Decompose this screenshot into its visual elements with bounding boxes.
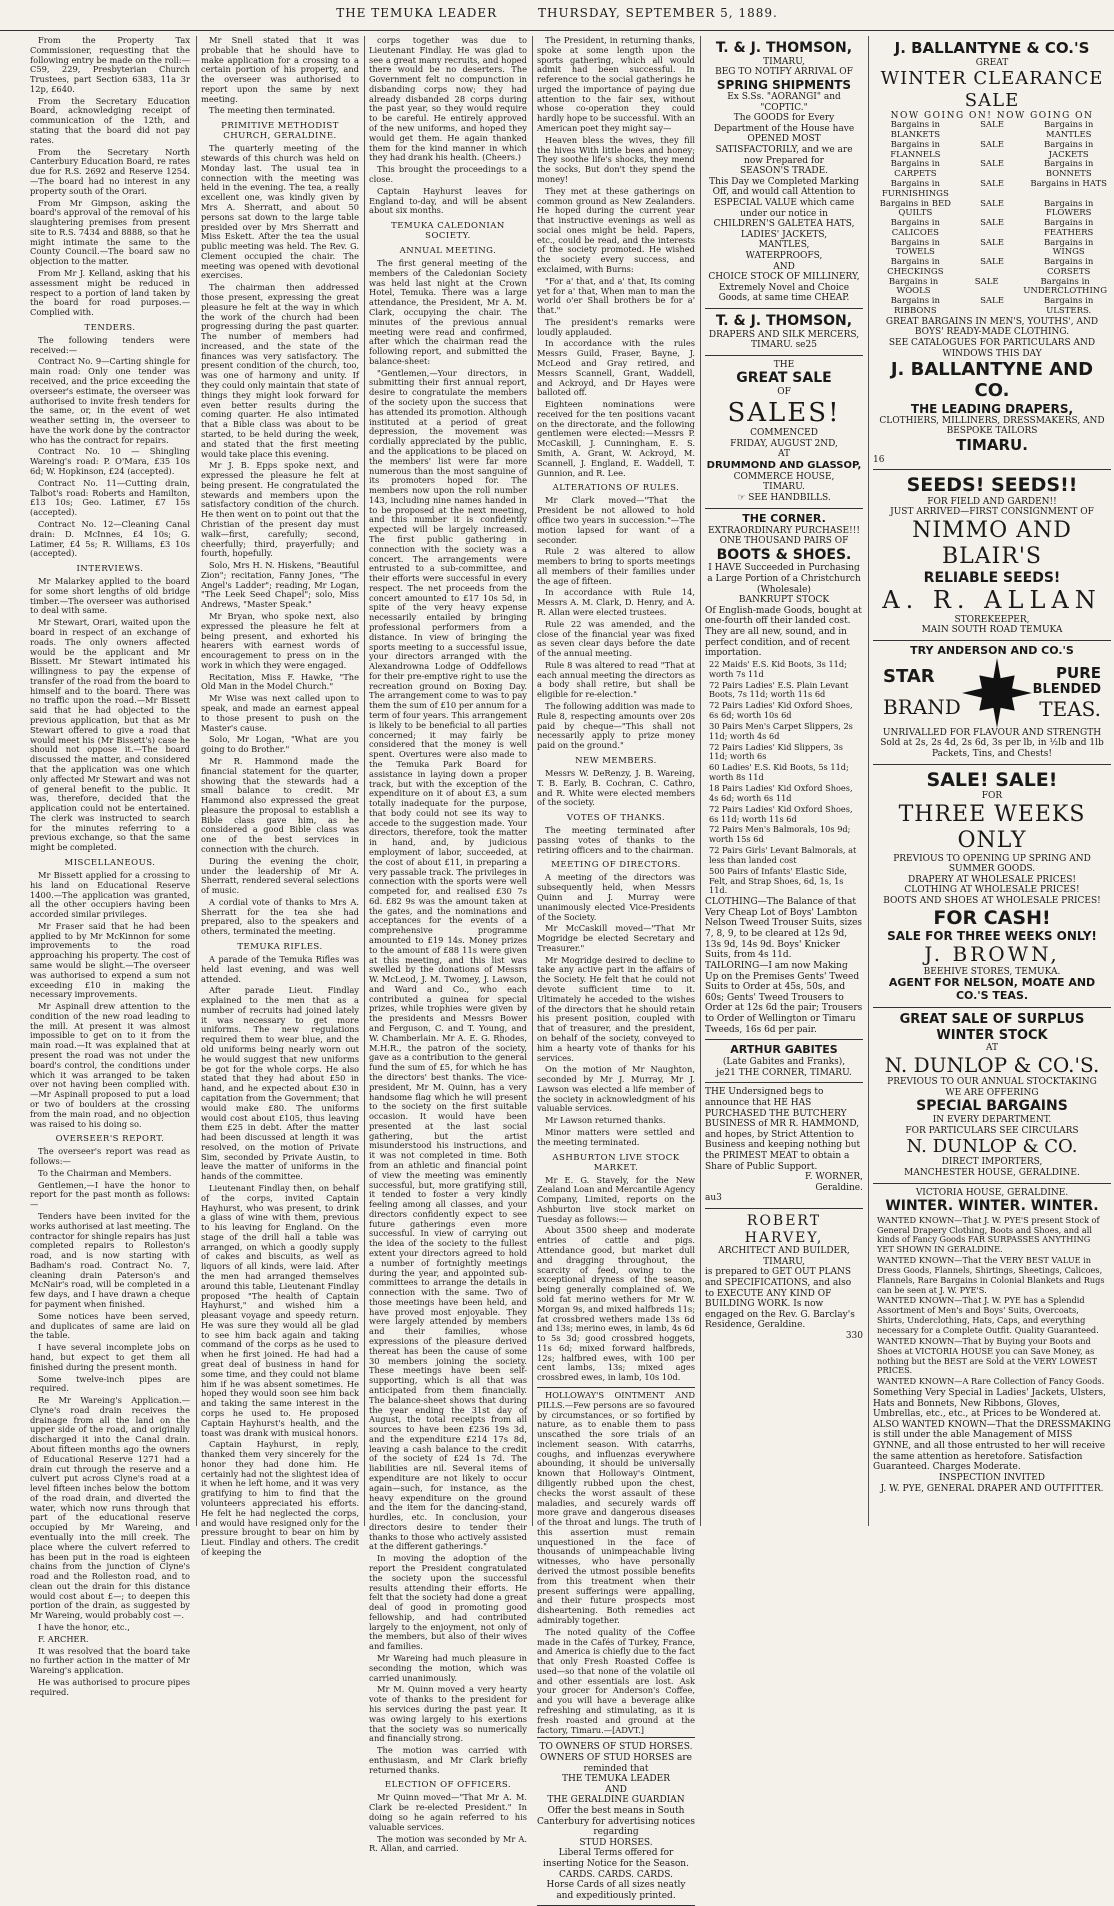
paragraph: "Gentlemen,—Your directors, in submitting their first annual report, desire to congratulate the members of the society upon the success that has attended its promotion. Although instituted at a period of great depression, the movement was cordially appreciated by the public, and the applications to be placed on the members' list were far more numerous than the most sanguine of its promoters hoped for. The members now upon the roll number 143, including nine names handed in to be proposed at the next meeting, and this number it is confidently expected will be largely increased. The first public gathering in connection with the society was a concert. The arrangements were entrusted to a sub-committee, and their efforts were successful in every respect. The net proceeds from the concert amounted to £17 10s 5d, in spite of the very heavy expense necessarily entailed by bringing professional performers from a distance. In view of bringing the sports meeting to a successful issue, your directors arranged with the Alexandrowna Lodge of Oddfellows for their pre-emptive right to use the recreation ground on Boxing Day. The arrangement come to was to pay them the sum of £10 per annum for a term of four years. This arrangement is likely to be beneficial to all parties concerned; it may fairly be considered that the money is well spent. Overtures were also made to the Temuka Park Board for assistance in laying down a proper track, but with the exception of the expenditure on it of about £3, a sum totally inadequate for the purpose, that body could not see its way to accede to the suggestion made. Your directors, therefore, took the matter in hand, and, by judicious employment of labor, succeeded, at the cost of about £11, in preparing a very passable track. The privileges in connection with the sports were well competed for, and realised £30 7s 6d. £82 9s was the amount taken at the gates, and the nominations and acceptances for the events of a comprehensive programme amounted to £19 14s. Money prizes to the amount of £88 11s were given at this meeting, and this list was swelled by the donations of Messrs W. McLeod, J. M. Twomey, J. Lawson, and Ward and Co., who each contributed a guinea for special prizes, while trophies were given by the presidents and Messrs Bower and Ferguson, C. and T. Young, and W. Chamberlain. Mr A. E. G. Rhodes, M.H.R., the patron of the society, gave as a contribution to the general fund the sum of £5, for which he has the directors' best thanks. The vice-president, Mr M. Quinn, has a very handsome flag which he will present to the society on the first suitable occasion. It would have been presented at the last social gathering, but the artist misunderstood his instructions, and it was not completed in time. Both from an athletic and financial point of view the meeting was eminently successful, but, more gratifying still, it tended to foster a very kindly feeling among all classes, and your directors confidently expect to see future gatherings even more successful. In view of carrying out the idea of the society to the fullest extent your directors agreed to hold a number of fortnightly meetings during the year, and appointed sub-committees to arrange the details in connection with the same. Two of those meetings have been held, and have proved most enjoyable. They were largely attended by members and their families, whose expressions of the pleasure derived thereat has been the cause of some 30 members joining the society. These meetings have been self-supporting, which is all that was anticipated from them financially. The balance-sheet shows that during the year ending the 31st day of August, the total receipts from all sources to have been £236 19s 3d, and the expenditure £214 17s 8d, leaving a cash balance to the credit of the society of £24 1s 7d. The liabilities are nil. Several items of expenditure are not likely to occur again—such, for instance, as the heavy expenditure on the ground and the item for the dancing-stand, hurdles, etc. In conclusion, your directors desire to tender their thanks to those who actively assisted at the different gatherings." xyxy=(369,367,527,1552)
paragraph: Some notices have been served, and duplicates of same are laid on the table. xyxy=(30,1310,190,1341)
heading-overseers-report: OVERSEER'S REPORT. xyxy=(55,1134,165,1145)
bargain-item: Bargains in BONNETS xyxy=(1044,159,1094,180)
paragraph: Contract No. 9—Carting shingle for main road: Only one tender was received, and the price exceeding the overseer's estimate, the overseer was authorised to invite fresh tenders for the same, or, in the event of wet weather setting in, the overseer to have the work done by the contractor who has the contract for repairs. xyxy=(30,356,190,445)
paragraph: corps together was due to Lieutenant Findlay. He was glad to see a great many recruits, and hoped there would be no deserters. The Government felt no compunction in disbanding corps now; they had already disbanded 28 corps during the past year, so they would require to be careful. He entirely approved of the new uniforms, and hoped they would get them. He again thanked them for the kind manner in which they had drank his health. (Cheers.) xyxy=(369,35,527,163)
stud-terms: Liberal Terms offered for inserting Notice for the Season. xyxy=(543,1848,689,1870)
column-5 xyxy=(705,36,863,1526)
list-item: WANTED KNOWN—A Rare Collection of Fancy Goods. xyxy=(877,1376,1105,1387)
tea-teas: TEAS. xyxy=(1039,696,1101,721)
seeds-store: STOREKEEPER, xyxy=(954,614,1030,625)
bargain-sale-label: SALE xyxy=(980,120,1004,131)
thomson2-code: se25 xyxy=(795,340,817,351)
dunlop-at: AT xyxy=(985,1042,998,1053)
ad-thomson-spring xyxy=(705,36,863,309)
paragraph: After parade Lieut. Findlay explained to the men that as a number of recruits had joined lately it was necessary to get more uniforms. The new regulations required them to wear blue, and the old uniforms being nearly worn out he would suggest that new uniforms be got for the whole corps. He also stated that they had about £50 in hand, and he expected about £30 in capitation from the Government; that would make £80. The uniforms would cost about £105, thus leaving them £25 in debt. After the matter had been discussed at length it was resolved, on the motion of Private Sim, seconded by Private Austin, to leave the matter of uniforms in the hands of the committee. xyxy=(201,985,359,1182)
corner-boots: BOOTS & SHOES. xyxy=(716,546,852,563)
corner-extra: EXTRAORDINARY PURCHASE!!! xyxy=(708,525,860,536)
bargain-item: Bargains in CORSETS xyxy=(1044,257,1094,277)
thomson-town: TIMARU, xyxy=(763,56,805,67)
bargain-item: Bargains in CALICOES xyxy=(890,218,940,238)
pye-sign: J. W. PYE, GENERAL DRAPER AND OUTFITTER. xyxy=(880,1483,1104,1494)
great-title: GREAT SALE xyxy=(736,370,832,387)
dunlop-house: MANCHESTER HOUSE, GERALDINE. xyxy=(904,1167,1080,1178)
heading-new-members: NEW MEMBERS. xyxy=(575,755,657,766)
list-item: AND xyxy=(773,261,795,272)
paragraph: He was authorised to procure pipes required. xyxy=(30,1676,190,1697)
pye-house: VICTORIA HOUSE, GERALDINE. xyxy=(915,1187,1069,1198)
ad-thomson-drapers xyxy=(705,309,863,356)
pye-something: Something Very Special in Ladies' Jackets, Ulsters, Hats and Bonnets, New Ribbons, Gloves, Umbrellas, etc., etc., at Prices to be Wondered at. xyxy=(873,1388,1107,1420)
issue-date: THURSDAY, SEPTEMBER 5, 1889. xyxy=(538,6,778,20)
ballantyne-head: J. BALLANTYNE & CO.'S xyxy=(894,39,1090,57)
bargain-sale-label: SALE xyxy=(980,139,1004,150)
paragraph: A parade of the Temuka Rifles was held last evening, and was well attended. xyxy=(201,954,359,984)
list-item: WANTED KNOWN—That by Buying your Boots and Shoes at VICTORIA HOUSE you can Save Money, as nothing but the BEST are Sold at the VERY LOWEST PRICES. xyxy=(877,1335,1098,1376)
brown-previous: PREVIOUS TO OPENING UP SPRING AND SUMMER GOODS. xyxy=(893,853,1091,875)
heading-primitive-methodist: PRIMITIVE METHODIST CHURCH, GERALDINE. xyxy=(221,121,339,142)
brown-drapery: DRAPERY AT WHOLESALE PRICES! xyxy=(907,874,1076,885)
brown-weeks: THREE WEEKS ONLY xyxy=(898,801,1086,853)
stud-body: OWNERS OF STUD HORSES are reminded that xyxy=(540,1752,692,1774)
ad-harvey xyxy=(705,1209,863,1346)
column-6 xyxy=(873,36,1111,1526)
worner-place: Geraldine. xyxy=(815,1182,863,1193)
list-item: CHILDREN'S GALETEA HATS, xyxy=(713,219,855,230)
paragraph: In moving the adoption of the report the President congratulated the society upon the successful results attending their efforts. He felt that the society had done a great deal of good in promoting good fellowship, and had contributed largely to the enjoyment, not only of the members, but also of their wives and families. xyxy=(369,1553,527,1652)
paragraph: Mr R. Hammond made the financial statement for the quarter, showing that the stewards had a small balance to credit. Mr Hammond also expressed the great pleasure the proposal to establish a Bible class gave him, as he considered a good Bible class was one of the best services in connection with the church. xyxy=(201,755,359,854)
tea-star: STAR xyxy=(883,666,935,688)
paragraph: I have the honor, etc., xyxy=(38,1622,130,1633)
gabites-code: je21 xyxy=(716,1067,736,1078)
stud-cards: CARDS. CARDS. CARDS. xyxy=(559,1869,673,1880)
dunlop-great: GREAT SALE OF SURPLUS WINTER STOCK xyxy=(899,1012,1085,1043)
ad-dunlop xyxy=(873,1008,1111,1183)
bargain-item: Bargains in FLANNELS xyxy=(890,139,941,160)
paragraph: Rule 8 was altered to read "That at each annual meeting the directors as a body shall retire, but shall be eligible for re-election." xyxy=(537,659,695,700)
paragraph: Contract No. 10 — Shingling Wareing's road: P. O'Mara, £35 10s 6d; W. Hopkinson, £24 (accepted). xyxy=(30,446,190,477)
paragraph: They met at these gatherings on common ground as New Zealanders. He hoped during the current year that instructive evenings as well as social ones might be held. Papers, etc., could be read, and the interests of the society promoted. He wished the society every success, and exclaimed, with Burns: xyxy=(537,185,695,274)
brown-cash: FOR CASH! xyxy=(933,906,1051,929)
heading-ashburton-market: ASHBURTON LIVE STOCK MARKET. xyxy=(552,1152,680,1173)
ad-worner xyxy=(705,1083,863,1209)
bargain-sale-label: SALE xyxy=(980,237,1004,248)
ballantyne-firm: J. BALLANTYNE AND CO. xyxy=(890,359,1094,402)
heading-annual-meeting: ANNUAL MEETING. xyxy=(399,246,497,257)
thomson2-town: TIMARU. xyxy=(751,340,793,351)
harvey-title: ARCHITECT AND BUILDER, TIMARU, xyxy=(718,1246,850,1267)
bargain-row xyxy=(873,297,1111,317)
paragraph: The overseer's report was read as follows:— xyxy=(30,1146,190,1167)
paragraph: To the Chairman and Members. xyxy=(38,1167,172,1178)
paragraph: From the Secretary North Canterbury Education Board, re rates due for R.S. 2692 and Reserve 1254.—The board had no interest in any property south of the Orari. xyxy=(30,146,190,196)
paragraph: Mr Malarkey applied to the board for some short lengths of old bridge timber.—The overseer was authorised to deal with same. xyxy=(30,576,190,616)
thomson-goods: The GOODS for Every Department of the House have OPENED MOST SATISFACTORILY, and we are now Prepared for xyxy=(713,113,855,166)
list-item: 72 Pairs Girls' Levant Balmorals, at less than landed cost xyxy=(709,845,857,865)
bargain-row xyxy=(873,258,1111,278)
stud-paper-2: THE GERALDINE GUARDIAN xyxy=(547,1795,685,1806)
paragraph: Tenders have been invited for the works authorised at last meeting. The contractor for shingle repairs has just completed repairs to Rolleston's road, and is now starting with Badham's road. Contract No. 7, cleaning drain Paterson's and McNair's road, will be completed in a few days, and I have drawn a cheque for payment when finished. xyxy=(30,1211,190,1310)
paragraph: During the evening the choir, under the leadership of Mr A. Sherratt, rendered several selections of music. xyxy=(201,855,359,896)
star-logo-icon xyxy=(962,658,1032,728)
paragraph: The motion was seconded by Mr A. R. Allan, and carried. xyxy=(369,1833,527,1854)
harvey-name: ROBERT HARVEY, xyxy=(744,1213,824,1246)
seeds-sub: FOR FIELD AND GARDEN!! xyxy=(927,496,1057,507)
brown-clothing: CLOTHING AT WHOLESALE PRICES! xyxy=(904,885,1080,896)
paragraph: Mr Bissett applied for a crossing to his land on Educational Reserve 1400.—The application was granted, all the other occupiers having been accorded similar privileges. xyxy=(30,869,190,920)
bargain-item: Bargains in HATS xyxy=(1030,178,1107,189)
list-item: 72 Pairs Ladies' Kid Oxford Shoes, 6s 6d; worth 10s 6d xyxy=(709,700,853,721)
column-3 xyxy=(369,35,527,1854)
thomson2-name: T. & J. THOMSON, xyxy=(715,313,853,330)
bargain-sale-label: SALE xyxy=(980,296,1004,307)
bargain-sale-label: SALE xyxy=(980,198,1004,209)
tea-sold: Sold at 2s, 2s 4d, 2s 6d, 3s per lb, in ½lb and 1lb Packets, Tins, and Chests! xyxy=(880,738,1104,760)
great-see-handbills: ☞ SEE HANDBILLS. xyxy=(737,493,831,504)
tea-unrivalled: UNRIVALLED FOR FLAVOUR AND STRENGTH xyxy=(882,727,1102,738)
great-commenced: COMMENCED xyxy=(750,428,818,439)
ad-brown xyxy=(873,765,1111,1009)
bargain-item: Bargains in FLOWERS xyxy=(1044,198,1094,219)
paragraph: Messrs W. DeRenzy, J. B. Wareing, T. B. Early, B. Cochran, C. Cathro, and R. White were elected members of the society. xyxy=(537,767,695,808)
dunlop-offering: WE ARE OFFERING xyxy=(945,1087,1039,1098)
paragraph: The quarterly meeting of the stewards of this church was held on Monday last. The usual tea in connection with the meeting was held in the evening. The tea, a really excellent one, was kindly given by Mrs A. Sherratt, and about 50 persons sat down to the large table presided over by Mrs Sherratt and Miss Eskett. After the tea the usual public meeting was held. The Rev. G. Clement occupied the chair. The meeting was opened with devotional exercises. xyxy=(201,143,359,281)
tea-blended: BLENDED xyxy=(1032,682,1101,698)
pye-inspection: INSPECTION INVITED xyxy=(938,1472,1046,1483)
ballantyne-great: GREAT xyxy=(975,57,1009,68)
paragraph: The President, in returning thanks, spoke at some length upon the sports gathering, which all would admit had been successful. In reference to the social gatherings he urged the importance of paying due attention to the fair sex, without whose co-operation they could hardly hope to be successful. With an American poet they might say— xyxy=(537,35,695,134)
brown-name: J. BROWN, xyxy=(924,942,1060,967)
bargain-row xyxy=(873,160,1111,180)
paragraph: Mr Quinn moved—"That Mr A. M. Clark be re-elected President." In doing so he again referred to his valuable services. xyxy=(369,1792,527,1832)
dunlop-circ: FOR PARTICULARS SEE CIRCULARS xyxy=(905,1125,1079,1136)
paragraph: F. ARCHER. xyxy=(38,1633,89,1644)
paragraph: Rule 22 was amended, and the close of the financial year was fixed as seven clear days before the date of the annual meeting. xyxy=(537,618,695,659)
corner-one: ONE THOUSAND PAIRS OF xyxy=(719,536,849,547)
paragraph: Mr E. G. Stavely, for the New Zealand Loan and Mercantile Agency Company, Limited, reports on the Ashburton live stock market on Tuesday as follows:— xyxy=(537,1174,695,1224)
paragraph: The following addition was made to Rule 8, respecting amounts over 20s paid by cheque—"This shall not necessarily apply to prize money paid on the ground." xyxy=(537,701,695,751)
brown-for: FOR xyxy=(981,791,1003,802)
paragraph: Mr Clark moved—"That the President be not allowed to hold office two years in succession."—The motion lapsed for want of a seconder. xyxy=(537,495,695,545)
list-item: MANTLES, xyxy=(758,240,810,251)
list-item: 72 Pairs Men's Balmorals, 10s 9d; worth 15s 6d xyxy=(709,824,851,845)
bargain-sale-label: SALE xyxy=(980,159,1004,170)
list-item: 22 Maids' E.S. Kid Boots, 3s 11d; worth 7s 11d xyxy=(709,658,847,679)
paragraph: The meeting terminated after passing votes of thanks to the retiring officers and to the chairman. xyxy=(537,825,695,855)
bargain-item: Bargains in ULSTERS. xyxy=(1044,296,1094,316)
paragraph: From Mr Gimpson, asking the board's approval of the removal of his slaughtering premises from present site to R.S. 7434 and 8888, so that he might intimate the same to the County Council.—The board saw no objection to the matter. xyxy=(30,197,190,267)
paragraph: The motion was carried with enthusiasm, and Mr Clark briefly returned thanks. xyxy=(369,1745,527,1775)
great-at: AT xyxy=(777,449,790,460)
pye-also: ALSO WANTED KNOWN—That the DRESSMAKING is still under the able Management of MISS GYNNE, and all those entrusted to her will receive the same attention as heretofore. Satisfaction Guaranteed. Charges Moderate. xyxy=(873,1419,1111,1473)
ballantyne-title: WINTER CLEARANCE SALE xyxy=(880,68,1104,111)
worner-sign: F. WORNER, xyxy=(804,1172,863,1183)
brown-three: SALE FOR THREE WEEKS ONLY! xyxy=(887,929,1097,944)
seeds-brand: NIMMO AND BLAIR'S xyxy=(912,517,1072,569)
bargain-row xyxy=(873,121,1111,141)
bargain-sale-label: SALE xyxy=(974,276,999,287)
list-item: 500 Pairs of Infants' Elastic Side, Felt, and Strap Shoes, 6d, 1s, 1s 11d. xyxy=(709,865,847,896)
list-item: WANTED KNOWN—That J. W. PYE'S present Stock of General Drapery Clothing, Boots and Shoes, and all kinds of Fancy Goods FAR SURPASSES ANYTHING YET SHOWN IN GERALDINE. xyxy=(877,1214,1100,1255)
paragraph: Minor matters were settled and the meeting terminated. xyxy=(537,1126,695,1147)
ad-great-sale xyxy=(705,356,863,509)
paragraph: Mr J. B. Epps spoke next, and expressed the pleasure he felt at being present. He congratulated the stewards and members upon the satisfactory condition of the church. He then went on to point out that the Christian of the present day must walk—first, carefully; second, cheerfully; third, prayerfully; and fourth, hopefully. xyxy=(201,460,359,559)
paragraph: On the motion of Mr Naughton, seconded by Mr J. Murray, Mr J. Lawson was elected a life member of the society in acknowledgment of his valuable services. xyxy=(537,1064,695,1114)
stud-offer: Offer the best means in South Canterbury for advertising notices regarding xyxy=(537,1805,695,1838)
paragraph: A meeting of the directors was subsequently held, when Messrs Quinn and J. Murray were unanimously elected Vice-Presidents of the Society. xyxy=(537,872,695,922)
thomson-novel: Extremely Novel and Choice Goods, at same time CHEAP. xyxy=(718,282,850,304)
thomson2-sub: DRAPERS AND SILK MERCERS, xyxy=(708,329,860,340)
stud-heading: TO OWNERS OF STUD HORSES. xyxy=(539,1742,693,1753)
paragraph: Solo, Mrs H. N. Hiskens, "Beautiful Zion"; recitation, Fanny Jones, "The Angel's Ladder"; reading, Mr Logan, "The Leek Seed Chapel"; solo, Miss Andrews, "Master Speak." xyxy=(201,560,359,610)
paragraph: From the Property Tax Commissioner, requesting that the following entry be made on the roll:—C59, 229, Presbyterian Church Trustees, part Section 6383, 11a 3r 12p, £640. xyxy=(30,35,190,94)
bargain-item: Bargains in JACKETS xyxy=(1044,139,1094,160)
paragraph: Mr Wise was next called upon to speak, and made an earnest appeal to those present to push on the Master's cause. xyxy=(201,693,359,733)
thomson-season: SEASON'S TRADE. xyxy=(739,166,829,177)
great-sales: SALES! xyxy=(727,397,841,428)
dunlop-direct: DIRECT IMPORTERS, xyxy=(941,1157,1043,1168)
paragraph: Captain Hayhurst leaves for England to-day, and will be absent about six months. xyxy=(369,185,527,216)
thomson-name: T. & J. THOMSON, xyxy=(715,40,853,56)
bargain-row xyxy=(873,141,1111,161)
list-item: 18 Pairs Ladies' Kid Oxford Shoes, 4s 6d; worth 6s 11d xyxy=(709,782,853,803)
bargain-sale-label: SALE xyxy=(980,218,1004,229)
list-item: 72 Pairs Ladies' E.S. Plain Levant Boots, 7s 11d; worth 11s 6d xyxy=(709,679,849,700)
list-item: 72 Pairs Ladies' Kid Slippers, 3s 11d; worth 6s xyxy=(709,741,843,762)
paragraph: The noted quality of the Coffee made in the Cafés of Turkey, France, and America is chiefly due to the fact that only Fresh Roasted Coffee is used—so that none of the volatile oil and other essentials are lost. Ask your grocer for Anderson's Coffee, and you will have a beverage alike refreshing and stimulating, as it is fresh roasted and ground at the factory, Timaru.—[ADVT.] xyxy=(537,1626,695,1735)
bargain-item: Bargains in BED QUILTS xyxy=(879,198,951,219)
paragraph: The chairman then addressed those present, expressing the great pleasure he felt at the way in which the work of the church had been progressing during the past quarter. The number of members had increased, and the state of the finances was very satisfactory. The present condition of the church, too, was one of harmony and unity. If they could only maintain that state of things they might look forward for even better results during the coming quarter. He also intimated that a Bible class was about to be started, to be held during the week, and stated that the first meeting would take place this evening. xyxy=(201,282,359,459)
bargain-item: Bargains in WINGS xyxy=(1044,237,1094,258)
paragraph: Contract No. 12—Cleaning Canal drain: D. McInnes, £4 10s; G. Latimer, £4 5s; R. Williams, £3 10s (accepted). xyxy=(30,518,190,559)
seeds-name: A. R. ALLAN xyxy=(882,586,1102,615)
paragraph: The president's remarks were loudly applauded. xyxy=(537,316,695,337)
paragraph: "For a' that, and a' that, Its coming yet for a' that, When man to man the world o'er Shall brothers be for a' that." xyxy=(537,275,695,316)
great-town: TIMARU. xyxy=(763,482,805,493)
bargain-row xyxy=(873,239,1111,259)
column-2 xyxy=(201,35,359,1557)
bargain-sale-label: SALE xyxy=(980,178,1004,189)
paragraph: Mr Mogridge desired to decline to take any active part in the affairs of the Society. He felt that he could not devote sufficient time to it. Ultimately he acceded to the wishes of the directors that he should retain his present position, coupled with that of treasurer, and the president, on behalf of the society, conveyed to him a hearty vote of thanks for his services. xyxy=(537,954,695,1063)
paragraph: Mr McCaskill moved—"That Mr Mogridge be elected Secretary and Treasurer." xyxy=(537,923,695,953)
ad-seeds xyxy=(873,470,1111,641)
corner-desc: Of English-made Goods, bought at one-fourth off their landed cost. They are all new, sound, and in perfect condition, and of recent importation. xyxy=(705,605,862,659)
ballantyne-bargain-table xyxy=(873,121,1111,316)
gabites-late: (Late Gabites and Franks), xyxy=(722,1057,846,1068)
gabites-name: ARTHUR GABITES xyxy=(730,1043,838,1057)
ballantyne-leading: THE LEADING DRAPERS, xyxy=(910,401,1074,416)
paragraph: The first general meeting of the members of the Caledonian Society was held last night at the Crown Hotel, Temuka. There was a large attendance, the President, Mr A. M. Clark, occupying the chair. The minutes of the previous annual meeting were read and confirmed, after which the chairman read the following report, and submitted the balance-sheet: xyxy=(369,258,527,366)
list-item: CHOICE STOCK OF MILLINERY, xyxy=(708,272,860,283)
paragraph: Lieutenant Findlay then, on behalf of the corps, invited Captain Hayhurst, who was present, to drink a glass of wine with them, previous to his leaving for England. On the stage of the drill hall a table was arranged, on which a goodly supply of cakes and biscuits, as well as liquors of all kinds, were laid. After the men had arranged themselves around this table, Lieutenant Findlay proposed "The health of Captain Hayhurst," and wished him a pleasant voyage and speedy return. He was sure they would all be glad to see him back again and taking command of the corps as he used to when he first joined. He had had a great deal of business in hand for some time, and they could not blame him if he was absent sometimes. He hoped they would soon see him back and taking the same interest in the corps he used to. He proposed Captain Hayhurst's health, and the toast was drank with musical honors. xyxy=(201,1182,359,1438)
paragraph: Mr Wareing had much pleasure in seconding the motion, which was carried unanimously. xyxy=(369,1653,527,1683)
bargain-item: Bargains in WOOLS xyxy=(888,276,939,297)
dunlop-previous: PREVIOUS TO OUR ANNUAL STOCKTAKING xyxy=(887,1077,1097,1088)
ballantyne-see: SEE CATALOGUES FOR PARTICULARS AND WINDOWS THIS DAY xyxy=(888,337,1096,359)
thomson-ex: Ex S.Ss. "AORANGI" and "COPTIC." xyxy=(727,91,841,113)
bargain-row xyxy=(873,278,1111,298)
paragraph: Mr Snell stated that it was probable that he should have to make application for a crossing to a certain portion of his property, and the overseer was authorised to report upon the same by next meeting. xyxy=(201,35,359,104)
heading-temuka-rifles: TEMUKA RIFLES. xyxy=(237,942,323,952)
heading-caledonian-society: TEMUKA CALEDONIAN SOCIETY. xyxy=(391,221,505,242)
bargain-sale-label: SALE xyxy=(980,257,1004,268)
corner-clothing: CLOTHING—The Balance of that Very Cheap Lot of Boys' Lambton Nelson Tweed Trouser Suits, sizes 7, 8, 9, to be cleared at 12s 9d, 13s 9d, 14s 9d. Boys' Knicker Suits, from 4s 11d. xyxy=(705,897,863,961)
paragraph: This brought the proceedings to a close. xyxy=(369,164,527,184)
great-the: THE xyxy=(773,359,795,370)
ad-pye xyxy=(873,1184,1111,1499)
ad-stud-horses xyxy=(537,1737,695,1906)
thomson-spring: SPRING SHIPMENTS xyxy=(716,77,852,92)
tea-brand: BRAND xyxy=(883,694,961,719)
stud-and: AND xyxy=(605,1784,627,1795)
ballantyne-now: NOW GOING ON! NOW GOING ON xyxy=(890,110,1094,121)
ballantyne-great-bargains: GREAT BARGAINS IN MEN'S, YOUTHS', AND BOYS' READY-MADE CLOTHING. xyxy=(885,316,1099,338)
ad-gabites xyxy=(705,1040,863,1083)
paragraph: Mr Fraser said that he had been applied to by Mr McKinnon for some improvements to the road approaching his property. The cost of same would be slight.—The overseer was authorised to expend a sum not exceeding £10 in making the necessary improvements. xyxy=(30,920,190,1000)
paragraph: From the Secretary Education Board, acknowledging receipt of communication of the 12th, and stating that the board did not pay rates. xyxy=(30,95,190,145)
paragraph: Mr Lawson returned thanks. xyxy=(545,1115,666,1126)
paragraph: Captain Hayhurst, in reply, thanked them very sincerely for the honor they had done him. He certainly had not the slightest idea of it when he left home, and it was very gratifying to him to find that the volunteers appreciated his efforts. He felt he had neglected the corps, and would have resigned only for the pressure brought to bear on him by Lieut. Findlay and others. The credit of keeping the xyxy=(201,1439,359,1557)
list-item: 60 Ladies' E.S. Kid Boots, 5s 11d; worth 8s 11d xyxy=(709,762,849,783)
heading-interviews: INTERVIEWS. xyxy=(76,564,144,575)
great-house: COMMERCE HOUSE, xyxy=(733,471,835,482)
bargain-row xyxy=(873,200,1111,220)
list-item: LADIES' JACKETS, xyxy=(740,229,828,240)
corner-tailoring: TAILORING—I am now Making Up on the Premises Gents' Tweed Suits to Order at 45s, 50s, and 60s; Gents' Tweed Trousers to Order at 12s 6d the pair; Trousers to Order of Wellington or Timaru Tweeds, 16s 6d per pair. xyxy=(705,960,863,1035)
column-rule xyxy=(868,36,869,1526)
paragraph: From Mr J. Kelland, asking that his assessment might be reduced in respect to a portion of land taken by the board for road purposes.—Complied with. xyxy=(30,267,190,318)
dunlop-special: SPECIAL BARGAINS xyxy=(916,1098,1068,1115)
paragraph: Heaven bless the wives, they fill the hives With little bees and honey; They soothe life's shocks, they mend the socks, But don't they spend the money! xyxy=(537,134,695,184)
bargain-item: Bargains in TOWELS xyxy=(890,237,940,258)
bargain-item: Bargains in CHECKINGS xyxy=(887,257,944,277)
bargain-item: Bargains in FEATHERS xyxy=(1044,218,1094,238)
worner-body: THE Undersigned begs to announce that HE HAS PURCHASED THE BUTCHERY BUSINESS of MR R. HAMMOND, and hopes, by Strict Attention to Business and keeping nothing but the PRIMEST MEAT to obtain a Share of Public Support. xyxy=(705,1087,861,1172)
corner-bankrupt: BANKRUPT STOCK xyxy=(738,595,830,606)
paragraph: Mr Bryan, who spoke next, also expressed the pleasure he felt at being present, and exhorted his hearers with earnest words of encouragement to press on in the work in which they were engaged. xyxy=(201,611,359,670)
list-item: WANTED KNOWN—That the VERY BEST VALUE in Dress Goods, Flannels, Shirtings, Sheetings, Calicoes, Flannels, Rare Bargains in Colonial Blankets and Rugs can be seen at J. W. PYE'S. xyxy=(877,1255,1105,1295)
paragraph: Gentlemen,—I have the honor to report for the past month as follows:— xyxy=(30,1179,190,1210)
gabites-corner: THE CORNER, TIMARU. xyxy=(738,1067,852,1078)
pye-winter: WINTER. WINTER. WINTER. xyxy=(885,1198,1099,1215)
paragraph: Rule 2 was altered to allow members to bring to sports meetings all members of their families under the age of fifteen. xyxy=(537,546,695,586)
column-rule xyxy=(364,36,365,1526)
great-firm: DRUMMOND AND GLASSOP, xyxy=(706,460,862,472)
ad-anderson-tea xyxy=(873,641,1111,765)
column-rule xyxy=(532,36,533,1526)
bargain-item: Bargains in BLANKETS xyxy=(890,120,941,141)
bargain-item: Bargains in RIBBONS xyxy=(890,296,940,316)
paragraph: Some twelve-inch pipes are required. xyxy=(30,1373,190,1394)
paragraph: In accordance with Rule 14, Messrs A. M. Clark, D. Henry, and A. R. Allan were elected trustees. xyxy=(537,587,695,617)
list-item: 30 Pairs Men's Carpet Slippers, 2s 11d; worth 4s 6d xyxy=(709,720,853,741)
ad-the-corner xyxy=(705,509,863,1041)
ad-ballantyne xyxy=(873,36,1111,470)
article-road-board-continued xyxy=(30,36,190,1698)
column-rule xyxy=(700,36,701,1526)
list-item: 72 Pairs Ladies' Kid Oxford Shoes, 6s 11d; worth 11s 6d xyxy=(709,803,853,824)
list-item: WATERPROOFS, xyxy=(745,251,823,262)
paragraph: Contract No. 11—Cutting drain, Talbot's road: Roberts and Hamilton, £13 10s; Geo. Latimer, £7 15s (accepted). xyxy=(30,477,190,518)
paragraph: Recitation, Miss F. Hawke, "The Old Man in the Model Church." xyxy=(201,671,359,692)
ballantyne-town: TIMARU. xyxy=(956,435,1028,454)
great-date: FRIDAY, AUGUST 2ND, xyxy=(730,438,838,449)
heading-miscellaneous: MISCELLANEOUS. xyxy=(64,857,156,868)
bargain-row xyxy=(873,180,1111,200)
tea-pure: PURE xyxy=(1056,663,1101,682)
bargain-row xyxy=(873,219,1111,239)
stud-cards-body: Horse Cards of all sizes neatly and expeditiously printed. xyxy=(546,1880,686,1901)
seeds-title: SEEDS! SEEDS!! xyxy=(906,474,1078,497)
great-of: OF xyxy=(777,386,791,397)
heading-votes-of-thanks: VOTES OF THANKS. xyxy=(566,813,666,824)
seeds-road: MAIN SOUTH ROAD TEMUKA xyxy=(921,625,1063,636)
stud-horses-label: STUD HORSES. xyxy=(579,1837,653,1848)
paragraph: I have several incomplete jobs on hand, but expect to get them all finished during the present month. xyxy=(30,1342,190,1372)
harvey-code: 330 xyxy=(845,1330,863,1341)
harvey-body: is prepared to GET OUT PLANS and SPECIFICATIONS, and also to EXECUTE ANY KIND OF BUILDING WORK. Is now engaged on the Rev. G. Barclay's Residence, Geraldine. xyxy=(705,1267,855,1331)
paragraph: It was resolved that the board take no further action in the matter of Mr Wareing's application. xyxy=(30,1645,190,1676)
thomson-day: This Day we Completed Marking Off, and would call Attention to ESPECIAL VALUE which came under our notice in xyxy=(709,176,859,219)
heading-tenders: TENDERS. xyxy=(84,322,136,333)
bargain-item: Bargains in UNDERCLOTHING xyxy=(1023,276,1108,297)
dunlop-firm: N. DUNLOP & CO. xyxy=(906,1136,1078,1158)
paragraph: Mr Aspinall drew attention to the condition of the new road leading to the mill. At present it was almost impossible to get on to it from the main road.—It was explained that at present the road was not under the board's control, the conditions under which it was arranged to be taken over not having been complied with.—Mr Aspinall proposed to put a load or two of boulders at the crossing from the main road, and no objection was raised to his doing so. xyxy=(30,1001,190,1129)
bargain-item: Bargains in MANTLES xyxy=(1044,120,1094,141)
brown-sale: SALE! SALE! xyxy=(926,768,1058,791)
paragraph: About 3500 sheep and moderate entries of cattle and pigs. Attendance good, but market dull and dragging throughout, the scarcity of feed, owing to the exceptional dryness of the season, being generally complained of. We sold fat merino wethers for Mr W. Morgan 9s, and mixed halfbreds 11s; fat crossbred wethers made 13s 6d and 13s; merino ewes, in lamb, 4s 6d to 5s 3d; good crossbred hoggets, 11s 6d; mixed forward halfbreds, 12s; halfbred ewes, with 100 per cent lambs, 13s; mixed ages crossbred ewes, in lamb, 10s 10d. xyxy=(537,1225,695,1383)
stud-paper-1: THE TEMUKA LEADER xyxy=(562,1774,670,1785)
column-1 xyxy=(30,35,190,1697)
seeds-reliable: RELIABLE SEEDS! xyxy=(923,569,1061,586)
paragraph: The meeting then terminated. xyxy=(209,105,336,116)
bargain-item: Bargains in FURNISHINGS xyxy=(881,178,949,199)
dunlop-name: N. DUNLOP & CO.'S. xyxy=(884,1052,1100,1077)
list-item: WANTED KNOWN—That J. W. PYE has a Splendid Assortment of Men's and Boys' Suits, Overcoats, Shirts, Underclothing, Hats, Caps, and everything necessary for a Complete Outfit. Quality Guaranteed. xyxy=(877,1295,1099,1335)
paragraph: HOLLOWAY'S OINTMENT AND PILLS.—Few persons are so favoured by circumstances, or so fortified by nature, as to enable them to pass unscathed the sore trials of an inclement season. With catarrhs, coughs, and influenzas everywhere abounding, it should be universally known that Holloway's Ointment, diligently rubbed upon the chest, checks the worst assault of these maladies, and securely wards off more grave and dangerous diseases of the throat and lungs. The truth of this assertion must remain unquestioned in the face of thousands of unimpeachable living witnesses, who have personally derived the utmost possible benefits from this treatment when their present sufferings were appalling, and their future prospects most disheartening. Both remedies act admirably together. xyxy=(537,1389,695,1625)
paragraph: A cordial vote of thanks to Mrs A. Sherratt for the tea she had prepared, also to the speakers and others, terminated the meeting. xyxy=(201,896,359,937)
ballantyne-trades: CLOTHIERS, MILLINERS, DRESSMAKERS, AND BESPOKE TAILORS xyxy=(879,415,1105,437)
bargain-item: Bargains in CARPETS xyxy=(890,159,940,180)
paragraph: Eighteen nominations were received for the ten positions vacant on the directorate, and the following gentlemen were elected:—Messrs P. McCaskill, J. Cunningham, E. S. Smith, A. Grant, W. Ackroyd, M. Scannell, J. England, E. Waddell, T. Gunnion, and R. Lee. xyxy=(537,399,695,478)
brown-stores: BEEHIVE STORES, TEMUKA. xyxy=(923,966,1061,977)
paragraph: Solo, Mr Logan, "What are you going to do Brother." xyxy=(201,734,359,755)
paragraph: Mr Stewart, Orari, waited upon the board in respect of an exchange of roads. The only owners affected would be the applicant and Mr Bissett. Mr Stewart intimated his willingness to pay the expense of transfer of the road from the board to himself and to the board. There was no traffic upon the road.—Mr Bissett said that he had objected to the previous application, but that as Mr Stewart offered to give a road that would meet his (Mr Bissett's) case he should not oppose it.—The board discussed the matter, and considered that the application was one which only affected Mr Stewart and was not of general benefit to the public. It was, therefore, decided that the application could not be entertained. The clerk was instructed to search for the minutes referring to a previous exchange, so that the same might be completed. xyxy=(30,617,190,853)
heading-election-of-officers: ELECTION OF OFFICERS. xyxy=(384,1780,512,1791)
paragraph: Mr M. Quinn moved a very hearty vote of thanks to the president for his services during the past year. It was owing largely to his exertions that the society was so numerically and financially strong. xyxy=(369,1684,527,1744)
column-rule xyxy=(196,36,197,1526)
heading-alterations-of-rules: ALTERATIONS OF RULES. xyxy=(552,483,680,494)
worner-code: au3 xyxy=(705,1193,722,1204)
brown-boots: BOOTS AND SHOES AT WHOLESALE PRICES! xyxy=(883,896,1101,906)
thomson-beg: BEG TO NOTIFY ARRIVAL OF xyxy=(715,67,853,78)
column-4 xyxy=(537,35,695,1901)
brown-agent: AGENT FOR NELSON, MOATE AND CO.'S TEAS. xyxy=(888,976,1096,1003)
paragraph: In accordance with the rules Messrs Guild, Fraser, Bayne, J. McLeod and Gray retired, and Messrs Scannell, Grant, Waddell, and Ackroyd, and Dr Hayes were balloted off. xyxy=(537,338,695,398)
seeds-just: JUST ARRIVED—FIRST CONSIGNMENT OF xyxy=(890,507,1094,518)
paragraph: The following tenders were received:— xyxy=(30,334,190,355)
corner-intro: I HAVE Succeeded in Purchasing a Large Portion of a Christchurch (Wholesale) xyxy=(707,563,861,595)
paragraph: Re Mr Wareing's Application.—Clyne's road drain receives the drainage from all the land on the upper side of the road, and originally discharged it into the Canal drain. About fifteen months ago the owners of Educational Reserve 1271 had a drain cut through the reserve and a culvert put across Clyne's road at a level fifteen inches below the bottom of the road drain, and diverted the water, which now runs through that part of the educational reserve occupied by Mr Wareing, and eventually into the mill creek. The place where the culvert referred to has been put in the road is eighteen chains from the junction of Clyne's road and the Rolleston road, and to clean out the drain for this distance would cost about £—; to deepen this portion of the drain, as suggested by Mr Wareing, would probably cost —. xyxy=(30,1395,190,1621)
tea-try: TRY ANDERSON AND CO.'S xyxy=(910,643,1074,657)
paper-name: THE TEMUKA LEADER xyxy=(336,6,498,20)
corner-title: THE CORNER. xyxy=(742,511,826,525)
ballantyne-code: 16 xyxy=(873,454,885,465)
dunlop-every: IN EVERY DEPARTMENT. xyxy=(932,1114,1052,1125)
masthead xyxy=(0,6,1114,31)
heading-meeting-of-directors: MEETING OF DIRECTORS. xyxy=(551,860,681,871)
